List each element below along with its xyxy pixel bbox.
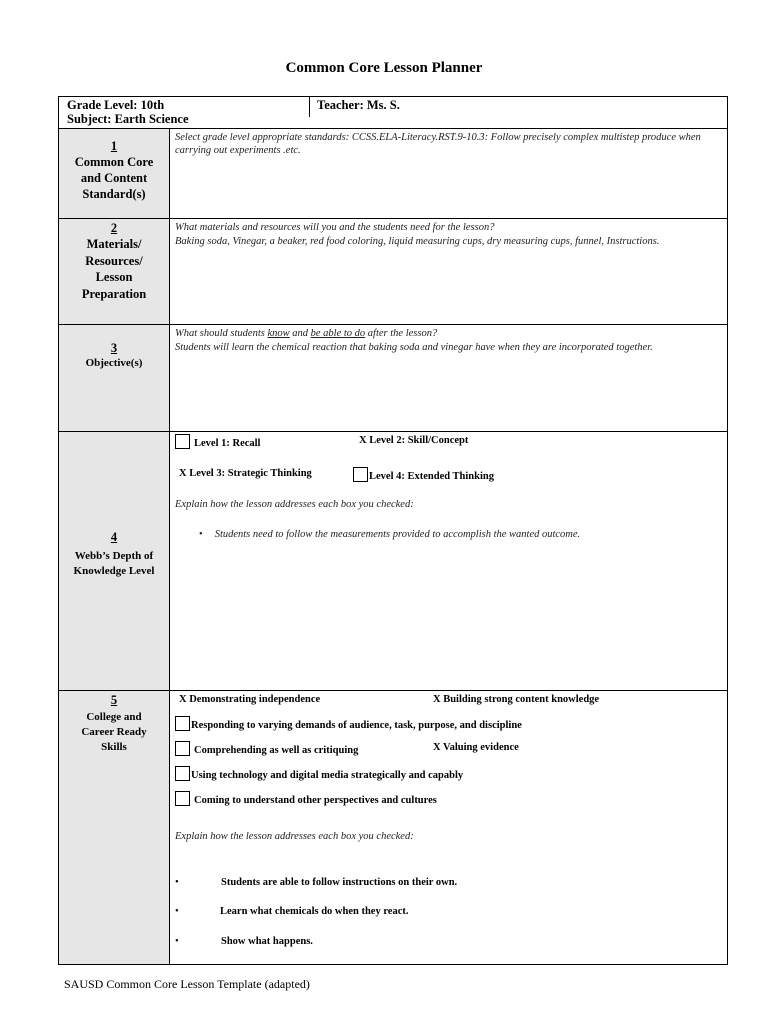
checkbox-icon[interactable]	[175, 791, 190, 806]
skill-comprehending-label: Comprehending as well as critiquing	[194, 745, 359, 756]
section-4-number: 4	[110, 530, 118, 544]
skill-valuing-evidence[interactable]: X Valuing evidence	[433, 742, 519, 753]
section-4-row	[58, 431, 728, 691]
section-4-bullet	[199, 529, 580, 540]
section-5-bullet-2	[175, 906, 409, 917]
bullet-icon: •	[199, 529, 203, 540]
section-3-label: Objective(s)	[85, 357, 143, 369]
bullet-text: Students need to follow the measurements provided to accomplish the wanted outcome.	[214, 529, 581, 540]
section-1-prompt: Select grade level appropriate standards: CCSS.ELA-Literacy.RST.9-10.3: Follow precisely complex multistep produce when carrying out experiments .etc.	[175, 132, 701, 156]
section-1-number: 1	[110, 139, 118, 153]
prompt-text: and	[289, 328, 311, 339]
section-5-number: 5	[110, 693, 118, 707]
subject: Subject: Earth Science	[67, 112, 189, 126]
prompt-text: after the lesson?	[365, 328, 438, 339]
header-row	[58, 96, 728, 128]
dok-level-2[interactable]: X Level 2: Skill/Concept	[359, 435, 469, 446]
section-1-content	[169, 129, 727, 218]
dok-level-3[interactable]: X Level 3: Strategic Thinking	[179, 468, 312, 479]
section-4-content	[169, 432, 727, 690]
section-4-explain: Explain how the lesson addresses each box you checked:	[175, 499, 414, 510]
skill-responding[interactable]	[175, 716, 522, 731]
grade-level: Grade Level: 10th	[67, 98, 165, 112]
section-3-answer: Students will learn the chemical reaction that baking soda and vinegar have when they are incorporated together.	[175, 342, 653, 353]
checkbox-icon[interactable]	[175, 434, 190, 449]
section-5-label-cell	[59, 691, 170, 964]
section-4-label: Webb’s Depth of Knowledge Level	[73, 550, 155, 577]
section-3-content	[169, 325, 727, 431]
section-2-prompt: What materials and resources will you and the students need for the lesson?	[175, 222, 495, 233]
skill-perspectives[interactable]	[175, 791, 437, 806]
checkbox-icon[interactable]	[353, 467, 368, 482]
dok-level-4-label: Level 4: Extended Thinking	[369, 471, 494, 482]
bullet-icon: •	[175, 877, 179, 888]
skill-technology[interactable]	[175, 766, 463, 781]
page-title: Common Core Lesson Planner	[285, 60, 483, 76]
section-3-prompt	[175, 327, 719, 340]
section-2-answer: Baking soda, Vinegar, a beaker, red food coloring, liquid measuring cups, dry measuring cups, funnel, Instructions.	[175, 236, 660, 247]
skill-comprehending[interactable]	[175, 741, 358, 756]
skill-perspectives-label: Coming to understand other perspectives and cultures	[194, 795, 437, 806]
section-1-label: Common Core and Content Standard(s)	[74, 155, 154, 201]
section-1-label-cell	[59, 129, 170, 218]
bullet-text: Learn what chemicals do when they react.	[220, 906, 409, 917]
prompt-text: What should students	[175, 328, 268, 339]
skill-responding-label: Responding to varying demands of audience, task, purpose, and discipline	[191, 720, 522, 731]
dok-level-4[interactable]	[353, 467, 494, 482]
header-divider	[309, 97, 310, 117]
section-2-content	[169, 219, 727, 324]
section-1-row	[58, 128, 728, 219]
section-5-explain: Explain how the lesson addresses each box you checked:	[175, 831, 414, 842]
skill-content-knowledge[interactable]: X Building strong content knowledge	[433, 694, 600, 705]
section-5-label: College and Career Ready Skills	[81, 711, 147, 753]
bullet-icon: •	[175, 906, 179, 917]
section-5-bullet-3	[175, 936, 313, 947]
bullet-text: Show what happens.	[221, 936, 313, 947]
skill-technology-label: Using technology and digital media strategically and capably	[191, 770, 464, 781]
section-2-row	[58, 218, 728, 325]
prompt-able: be able to do	[310, 328, 366, 339]
teacher: Teacher: Ms. S.	[317, 98, 400, 112]
checkbox-icon[interactable]	[175, 741, 190, 756]
section-2-number: 2	[110, 221, 118, 235]
section-5-bullet-1	[175, 877, 457, 888]
section-2-label: Materials/ Resources/ Lesson Preparation	[81, 237, 147, 301]
prompt-know: know	[267, 328, 290, 339]
section-5-content	[169, 691, 727, 964]
section-3-number: 3	[110, 341, 118, 355]
grade-subject-cell	[67, 98, 189, 126]
bullet-icon: •	[175, 936, 179, 947]
checkbox-icon[interactable]	[175, 766, 190, 781]
bullet-text: Students are able to follow instructions on their own.	[221, 877, 458, 888]
section-4-label-cell	[59, 432, 170, 690]
section-5-row	[58, 690, 728, 965]
section-3-row	[58, 324, 728, 432]
section-2-label-cell	[59, 219, 170, 324]
checkbox-icon[interactable]	[175, 716, 190, 731]
section-3-label-cell	[59, 325, 170, 431]
dok-level-1[interactable]	[175, 434, 260, 449]
page-footer: SAUSD Common Core Lesson Template (adapted)	[64, 977, 310, 991]
skill-independence[interactable]: X Demonstrating independence	[179, 694, 321, 705]
dok-level-1-label: Level 1: Recall	[194, 438, 261, 449]
